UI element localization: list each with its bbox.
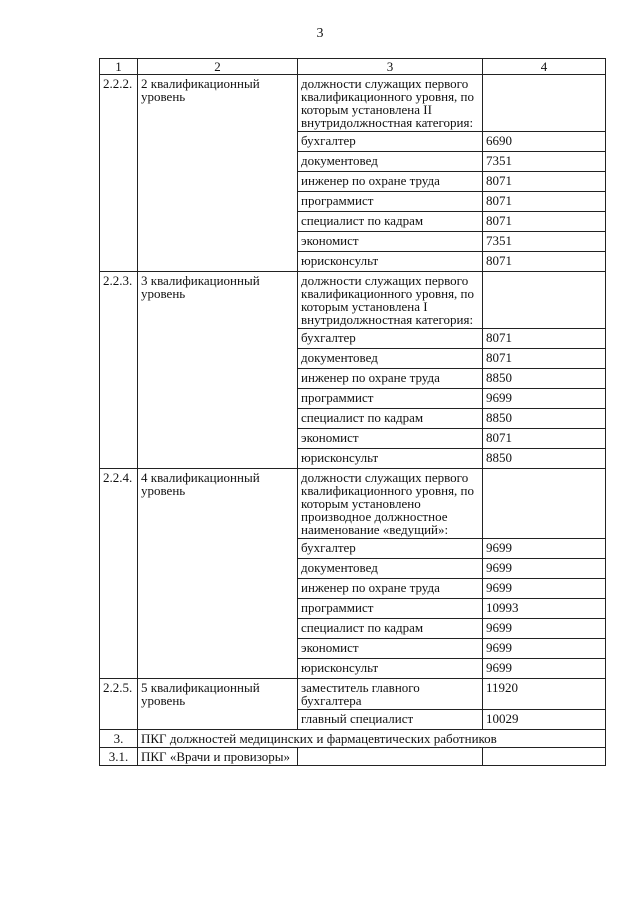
position-name: заместитель главного бухгалтера — [298, 679, 483, 710]
position-name: инженер по охране труда — [298, 579, 483, 599]
salary-value — [483, 469, 606, 539]
salary-value: 9699 — [483, 639, 606, 659]
position-name: бухгалтер — [298, 539, 483, 559]
salary-value — [483, 272, 606, 329]
salary-value: 6690 — [483, 132, 606, 152]
column-header-row — [100, 59, 606, 75]
salary-value: 8071 — [483, 429, 606, 449]
salary-value: 8071 — [483, 172, 606, 192]
position-name: бухгалтер — [298, 132, 483, 152]
salary-value — [483, 75, 606, 132]
column-header: 3 — [298, 59, 483, 75]
group-number: 2.2.2. — [100, 75, 138, 272]
salary-value: 7351 — [483, 232, 606, 252]
salary-value — [483, 748, 606, 766]
salary-value: 8071 — [483, 252, 606, 272]
position-name: экономист — [298, 639, 483, 659]
group-number: 2.2.5. — [100, 679, 138, 730]
salary-value: 9699 — [483, 579, 606, 599]
qualification-level: ПКГ «Врачи и провизоры» — [138, 748, 298, 766]
salary-value: 11920 — [483, 679, 606, 710]
salary-value: 8850 — [483, 369, 606, 389]
qualification-level: 3 квалификационный уровень — [138, 272, 298, 469]
position-name: бухгалтер — [298, 329, 483, 349]
column-header: 1 — [100, 59, 138, 75]
salary-value: 7351 — [483, 152, 606, 172]
qualification-level: 2 квалификационный уровень — [138, 75, 298, 272]
position-name: главный специалист — [298, 710, 483, 730]
qualification-level: 5 квалификационный уровень — [138, 679, 298, 730]
group-intro-row — [100, 469, 606, 539]
qualification-level: 4 квалификационный уровень — [138, 469, 298, 679]
position-name: программист — [298, 389, 483, 409]
position-name: специалист по кадрам — [298, 212, 483, 232]
position-name: экономист — [298, 429, 483, 449]
position-name: документовед — [298, 349, 483, 369]
salary-value: 10993 — [483, 599, 606, 619]
salary-value: 9699 — [483, 659, 606, 679]
group-number: 2.2.4. — [100, 469, 138, 679]
position-name — [298, 748, 483, 766]
group-intro-text: должности служащих первого квалификационного уровня, по которым установлена II внутридолжностная категория: — [298, 75, 483, 132]
group-intro-row — [100, 272, 606, 329]
group-intro-text: должности служащих первого квалификационного уровня, по которым установлена I внутридолжностная категория: — [298, 272, 483, 329]
position-name: документовед — [298, 559, 483, 579]
salary-value: 8071 — [483, 329, 606, 349]
position-name: специалист по кадрам — [298, 409, 483, 429]
position-name: экономист — [298, 232, 483, 252]
position-name: инженер по охране труда — [298, 172, 483, 192]
salary-value: 8071 — [483, 192, 606, 212]
salary-value: 9699 — [483, 559, 606, 579]
salary-value: 8850 — [483, 409, 606, 429]
position-name: юрисконсульт — [298, 659, 483, 679]
group-number: 3.1. — [100, 748, 138, 766]
position-name: инженер по охране труда — [298, 369, 483, 389]
section-title: ПКГ должностей медицинских и фармацевтических работников — [138, 730, 606, 748]
column-header: 4 — [483, 59, 606, 75]
position-name: программист — [298, 599, 483, 619]
section-number: 3. — [100, 730, 138, 748]
position-name: документовед — [298, 152, 483, 172]
salary-value: 9699 — [483, 619, 606, 639]
salary-table — [99, 58, 606, 766]
group-intro-text: должности служащих первого квалификационного уровня, по которым установлено производное должностное наименование «ведущий»: — [298, 469, 483, 539]
position-name: юрисконсульт — [298, 449, 483, 469]
salary-value: 10029 — [483, 710, 606, 730]
salary-value: 9699 — [483, 389, 606, 409]
salary-value: 9699 — [483, 539, 606, 559]
salary-value: 8071 — [483, 349, 606, 369]
position-name: юрисконсульт — [298, 252, 483, 272]
salary-value: 8850 — [483, 449, 606, 469]
position-name: специалист по кадрам — [298, 619, 483, 639]
group-number: 2.2.3. — [100, 272, 138, 469]
salary-value: 8071 — [483, 212, 606, 232]
section-row — [100, 730, 606, 748]
group-intro-row — [100, 75, 606, 132]
table-row — [100, 748, 606, 766]
position-name: программист — [298, 192, 483, 212]
column-header: 2 — [138, 59, 298, 75]
page-number: 3 — [316, 26, 324, 41]
table-row — [100, 679, 606, 710]
